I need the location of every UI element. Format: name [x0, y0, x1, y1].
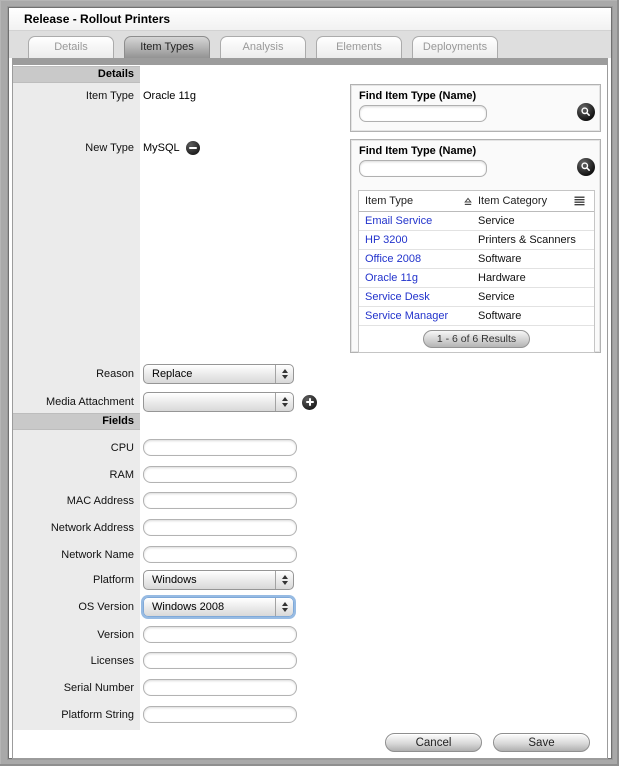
item-category-cell: Printers & Scanners — [478, 234, 576, 246]
tab-bar — [9, 31, 611, 58]
version-input[interactable] — [143, 626, 297, 643]
column-header-item-category[interactable]: Item Category — [478, 195, 548, 207]
app-window — [8, 7, 612, 759]
licenses-label: Licenses — [90, 654, 134, 667]
find-item-type-label: Find Item Type (Name) — [359, 145, 477, 157]
item-category-cell: Hardware — [478, 272, 526, 284]
serial-number-label: Serial Number — [63, 681, 134, 694]
network-name-label: Network Name — [61, 548, 134, 561]
item-type-link[interactable]: Email Service — [365, 215, 433, 227]
results-count-button[interactable]: 1 - 6 of 6 Results — [423, 330, 530, 348]
media-attachment-select[interactable] — [143, 392, 294, 412]
licenses-input[interactable] — [143, 652, 297, 669]
item-category-cell: Software — [478, 310, 522, 322]
mac-address-input[interactable] — [143, 492, 297, 509]
mac-address-label: MAC Address — [66, 494, 134, 507]
find-item-type-label: Find Item Type (Name) — [359, 90, 477, 102]
cpu-label: CPU — [110, 441, 134, 454]
reason-label: Reason — [96, 368, 134, 380]
save-button[interactable]: Save — [493, 733, 590, 752]
version-label: Version — [97, 628, 134, 641]
new-type-label: New Type — [85, 141, 134, 154]
table-row — [359, 212, 594, 231]
cancel-button[interactable]: Cancel — [385, 733, 482, 752]
select-stepper-icon[interactable] — [275, 393, 293, 411]
window-title: Release - Rollout Printers — [9, 8, 611, 31]
platform-string-input[interactable] — [143, 706, 297, 723]
network-address-label: Network Address — [50, 521, 134, 534]
reason-select[interactable] — [143, 364, 294, 384]
select-stepper-icon[interactable] — [275, 598, 293, 616]
tab-details[interactable]: Details — [28, 36, 114, 58]
os-version-select[interactable] — [143, 597, 294, 617]
column-header-item-type[interactable]: Item Type — [365, 195, 414, 207]
item-category-cell: Service — [478, 291, 515, 303]
results-table-header — [359, 191, 594, 212]
section-header-fields: Fields — [13, 413, 140, 430]
os-version-selected-value: Windows 2008 — [152, 601, 225, 613]
table-row — [359, 288, 594, 307]
table-row — [359, 307, 594, 326]
serial-number-input[interactable] — [143, 679, 297, 696]
sort-ascending-icon[interactable] — [463, 196, 473, 206]
ram-input[interactable] — [143, 466, 297, 483]
new-type-value: MySQL — [143, 141, 180, 154]
find-item-type-input[interactable] — [359, 160, 487, 177]
table-row — [359, 231, 594, 250]
item-category-cell: Service — [478, 215, 515, 227]
item-type-label: Item Type — [85, 89, 134, 102]
item-type-link[interactable]: Office 2008 — [365, 253, 422, 265]
tab-item-types[interactable]: Item Types — [124, 36, 210, 58]
table-row — [359, 269, 594, 288]
results-table-footer — [359, 326, 594, 352]
item-type-link[interactable]: Service Manager — [365, 310, 449, 322]
media-attachment-label: Media Attachment — [45, 396, 134, 408]
select-stepper-icon[interactable] — [275, 571, 293, 589]
tab-analysis[interactable]: Analysis — [220, 36, 306, 58]
reason-selected-value: Replace — [152, 368, 193, 380]
results-table — [358, 190, 595, 353]
find-item-type-panel-top — [350, 84, 601, 132]
find-item-type-input[interactable] — [359, 105, 487, 122]
network-name-input[interactable] — [143, 546, 297, 563]
os-version-label: OS Version — [78, 601, 134, 613]
item-type-value: Oracle 11g — [143, 89, 196, 102]
ram-label: RAM — [109, 468, 134, 481]
platform-selected-value: Windows — [152, 574, 197, 586]
tab-elements[interactable]: Elements — [316, 36, 402, 58]
tab-deployments[interactable]: Deployments — [412, 36, 498, 58]
tab-content — [12, 65, 608, 759]
item-type-link[interactable]: Oracle 11g — [365, 272, 418, 284]
platform-string-label: Platform String — [61, 708, 134, 721]
item-category-cell: Software — [478, 253, 522, 265]
menu-icon[interactable] — [574, 196, 585, 206]
table-row — [359, 250, 594, 269]
search-icon[interactable] — [577, 158, 595, 176]
item-type-link[interactable]: HP 3200 — [365, 234, 408, 246]
platform-select[interactable] — [143, 570, 294, 590]
search-icon[interactable] — [577, 103, 595, 121]
add-media-icon[interactable] — [302, 395, 317, 410]
network-address-input[interactable] — [143, 519, 297, 536]
platform-label: Platform — [93, 574, 134, 586]
find-item-type-panel-results — [350, 139, 601, 353]
cpu-input[interactable] — [143, 439, 297, 456]
tab-divider-bar — [12, 58, 608, 65]
section-header-details: Details — [13, 66, 140, 83]
item-type-link[interactable]: Service Desk — [365, 291, 430, 303]
remove-new-type-icon[interactable] — [186, 141, 200, 155]
select-stepper-icon[interactable] — [275, 365, 293, 383]
